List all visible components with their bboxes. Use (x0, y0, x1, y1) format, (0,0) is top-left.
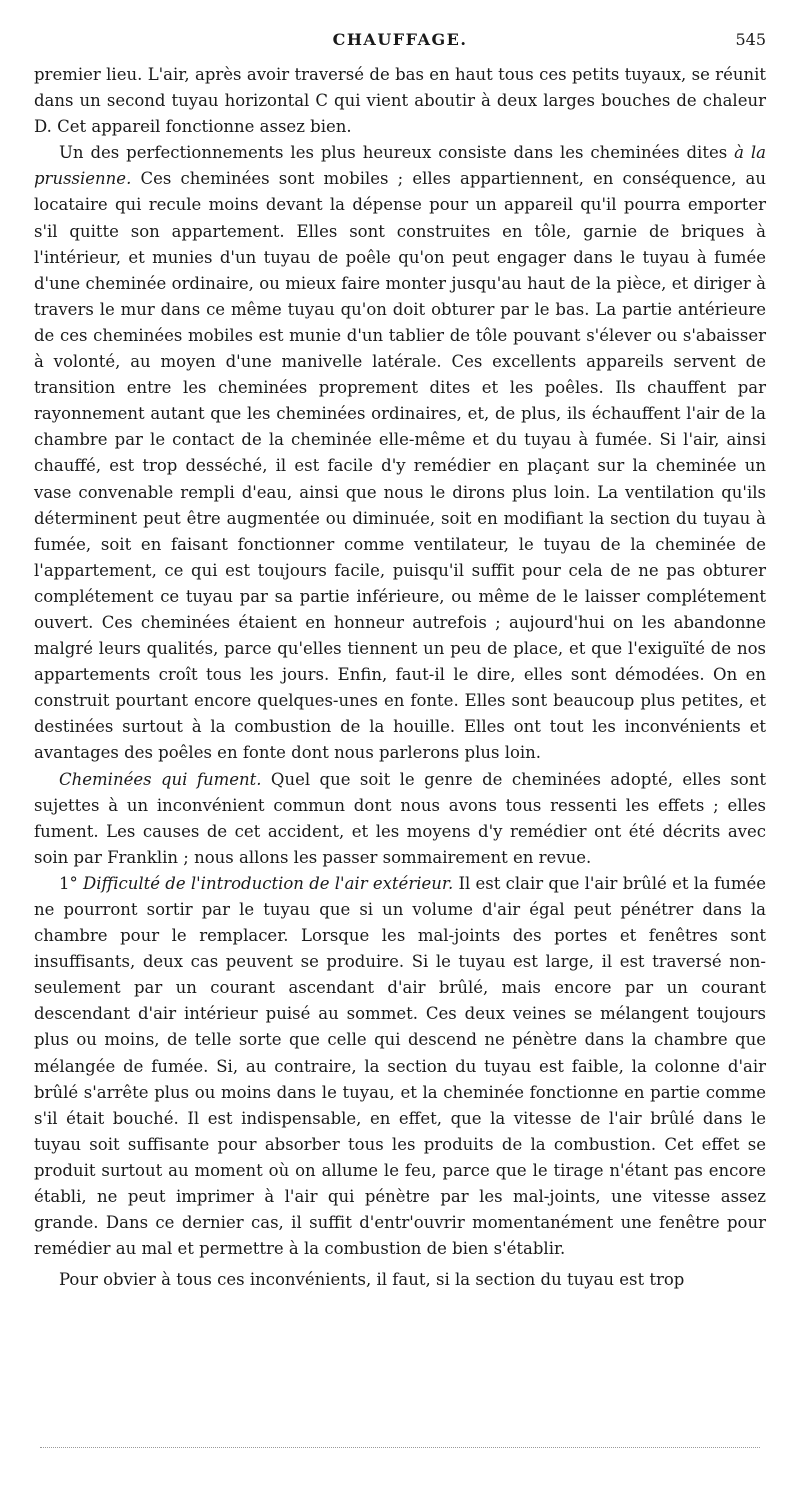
paragraph (34, 871, 766, 1262)
text-run: Ces cheminées sont mobiles ; elles appartiennent, en conséquence, au locataire qui recule moins devant la dépense pour un appareil qu'il pourra emporter s'il quitte son appartement. Elles sont construites en tôle, garnie de briques à l'intérieur, et munies d'un tuyau de poêle qu'on peut engager dans le tuyau à fumée d'une cheminée ordinaire, ou mieux faire monter jusqu'au haut de la pièce, et diriger à travers le mur dans ce même tuyau qu'on doit obturer par le bas. La partie antérieure de ces cheminées mobiles est munie d'un tablier de tôle pouvant s'élever ou s'abaisser à volonté, au moyen d'une manivelle latérale. Ces excellents appareils servent de transition entre les cheminées proprement dites et les poêles. Ils chauffent par rayonnement autant que les cheminées ordinaires, et, de plus, ils échauffent l'air de la chambre par le contact de la cheminée elle-même et du tuyau à fumée. Si l'air, ainsi chauffé, est trop desséché, il est facile d'y remédier en plaçant sur la cheminée un vase convenable rempli d'eau, ainsi que nous le dirons plus loin. La ventilation qu'ils déterminent peut être augmentée ou diminuée, soit en modifiant la section du tuyau à fumée, soit en faisant fonctionner comme ventilateur, le tuyau de la cheminée de l'appartement, ce qui est toujours facile, puisqu'il suffit pour cela de ne pas obturer complétement ce tuyau par sa partie inférieure, ou même de le laisser complétement ouvert. Ces cheminées étaient en honneur autrefois ; aujourd'hui on les abandonne malgré leurs qualités, parce qu'elles tiennent un peu de place, et que l'exiguïté de nos appartements croît tous les jours. Enfin, faut-il le dire, elles sont démodées. On en construit pourtant encore quelques-unes en fonte. Elles sont beaucoup plus petites, et destinées surtout à la combustion de la houille. Elles ont tout les inconvénients et avantages des poêles en fonte dont nous parlerons plus loin. (34, 169, 766, 763)
italic-run: à la prussienne. (34, 143, 766, 189)
text-run: premier lieu. L'air, après avoir traversé de bas en haut tous ces petits tuyaux, se réunit dans un second tuyau horizontal C qui vient aboutir à deux larges bouches de chaleur D. Cet appareil fonctionne assez bien. (34, 65, 766, 137)
page-number: 545 (735, 30, 766, 49)
text-run: Il est clair que l'air brûlé et la fumée ne pourront sortir par le tuyau que si un volume d'air égal peut pénétrer dans la chambre pour le remplacer. Lorsque les mal-joints des portes et fenêtres sont insuffisants, deux cas peuvent se produire. Si le tuyau est large, il est traversé non-seulement par un courant ascendant d'air brûlé, mais encore par un courant descendant d'air intérieur puisé au sommet. Ces deux veines se mélangent toujours plus ou moins, de telle sorte que celle qui descend ne pénètre dans la chambre que mélangée de fumée. Si, au contraire, la section du tuyau est faible, la colonne d'air brûlé s'arrête plus ou moins dans le tuyau, et la cheminée fonctionne en partie comme s'il était bouché. Il est indispensable, en effet, que la vitesse de l'air brûlé dans le tuyau soit suffisante pour absorber tous les produits de la combustion. Cet effet se produit surtout au moment où on allume le feu, parce que le tirage n'étant pas encore établi, ne peut imprimer à l'air qui pénètre par les mal-joints, une vitesse assez grande. Dans ce dernier cas, il suffit d'entr'ouvrir momentanément une fenêtre pour remédier au mal et permettre à la combustion de bien s'établir. (34, 873, 767, 1259)
text-run: Quel que soit le genre de cheminées adopté, elles sont sujettes à un inconvénient commun dont nous avons tous ressenti les effets ; elles fument. Les causes de cet accident, et les moyens d'y remédier ont été décrits avec soin par Franklin ; nous allons les passer sommairement en revue. (34, 769, 767, 867)
paragraph (34, 140, 766, 766)
paragraph (34, 1267, 766, 1293)
body-text (34, 62, 766, 1293)
page-header (34, 30, 766, 54)
book-page (34, 0, 766, 1485)
italic-run: Cheminées qui fument. (59, 769, 262, 789)
paragraph (34, 767, 766, 871)
text-run: Pour obvier à tous ces inconvénients, il faut, si la section du tuyau est trop (59, 1270, 685, 1290)
text-run: 1° (59, 873, 84, 893)
italic-run: Difficulté de l'introduction de l'air extérieur. (83, 873, 454, 893)
bottom-rule (40, 1447, 760, 1448)
text-run: Un des perfectionnements les plus heureux consiste dans les cheminées dites (59, 143, 735, 163)
running-head: CHAUFFAGE. (332, 30, 468, 49)
paragraph (34, 62, 766, 140)
